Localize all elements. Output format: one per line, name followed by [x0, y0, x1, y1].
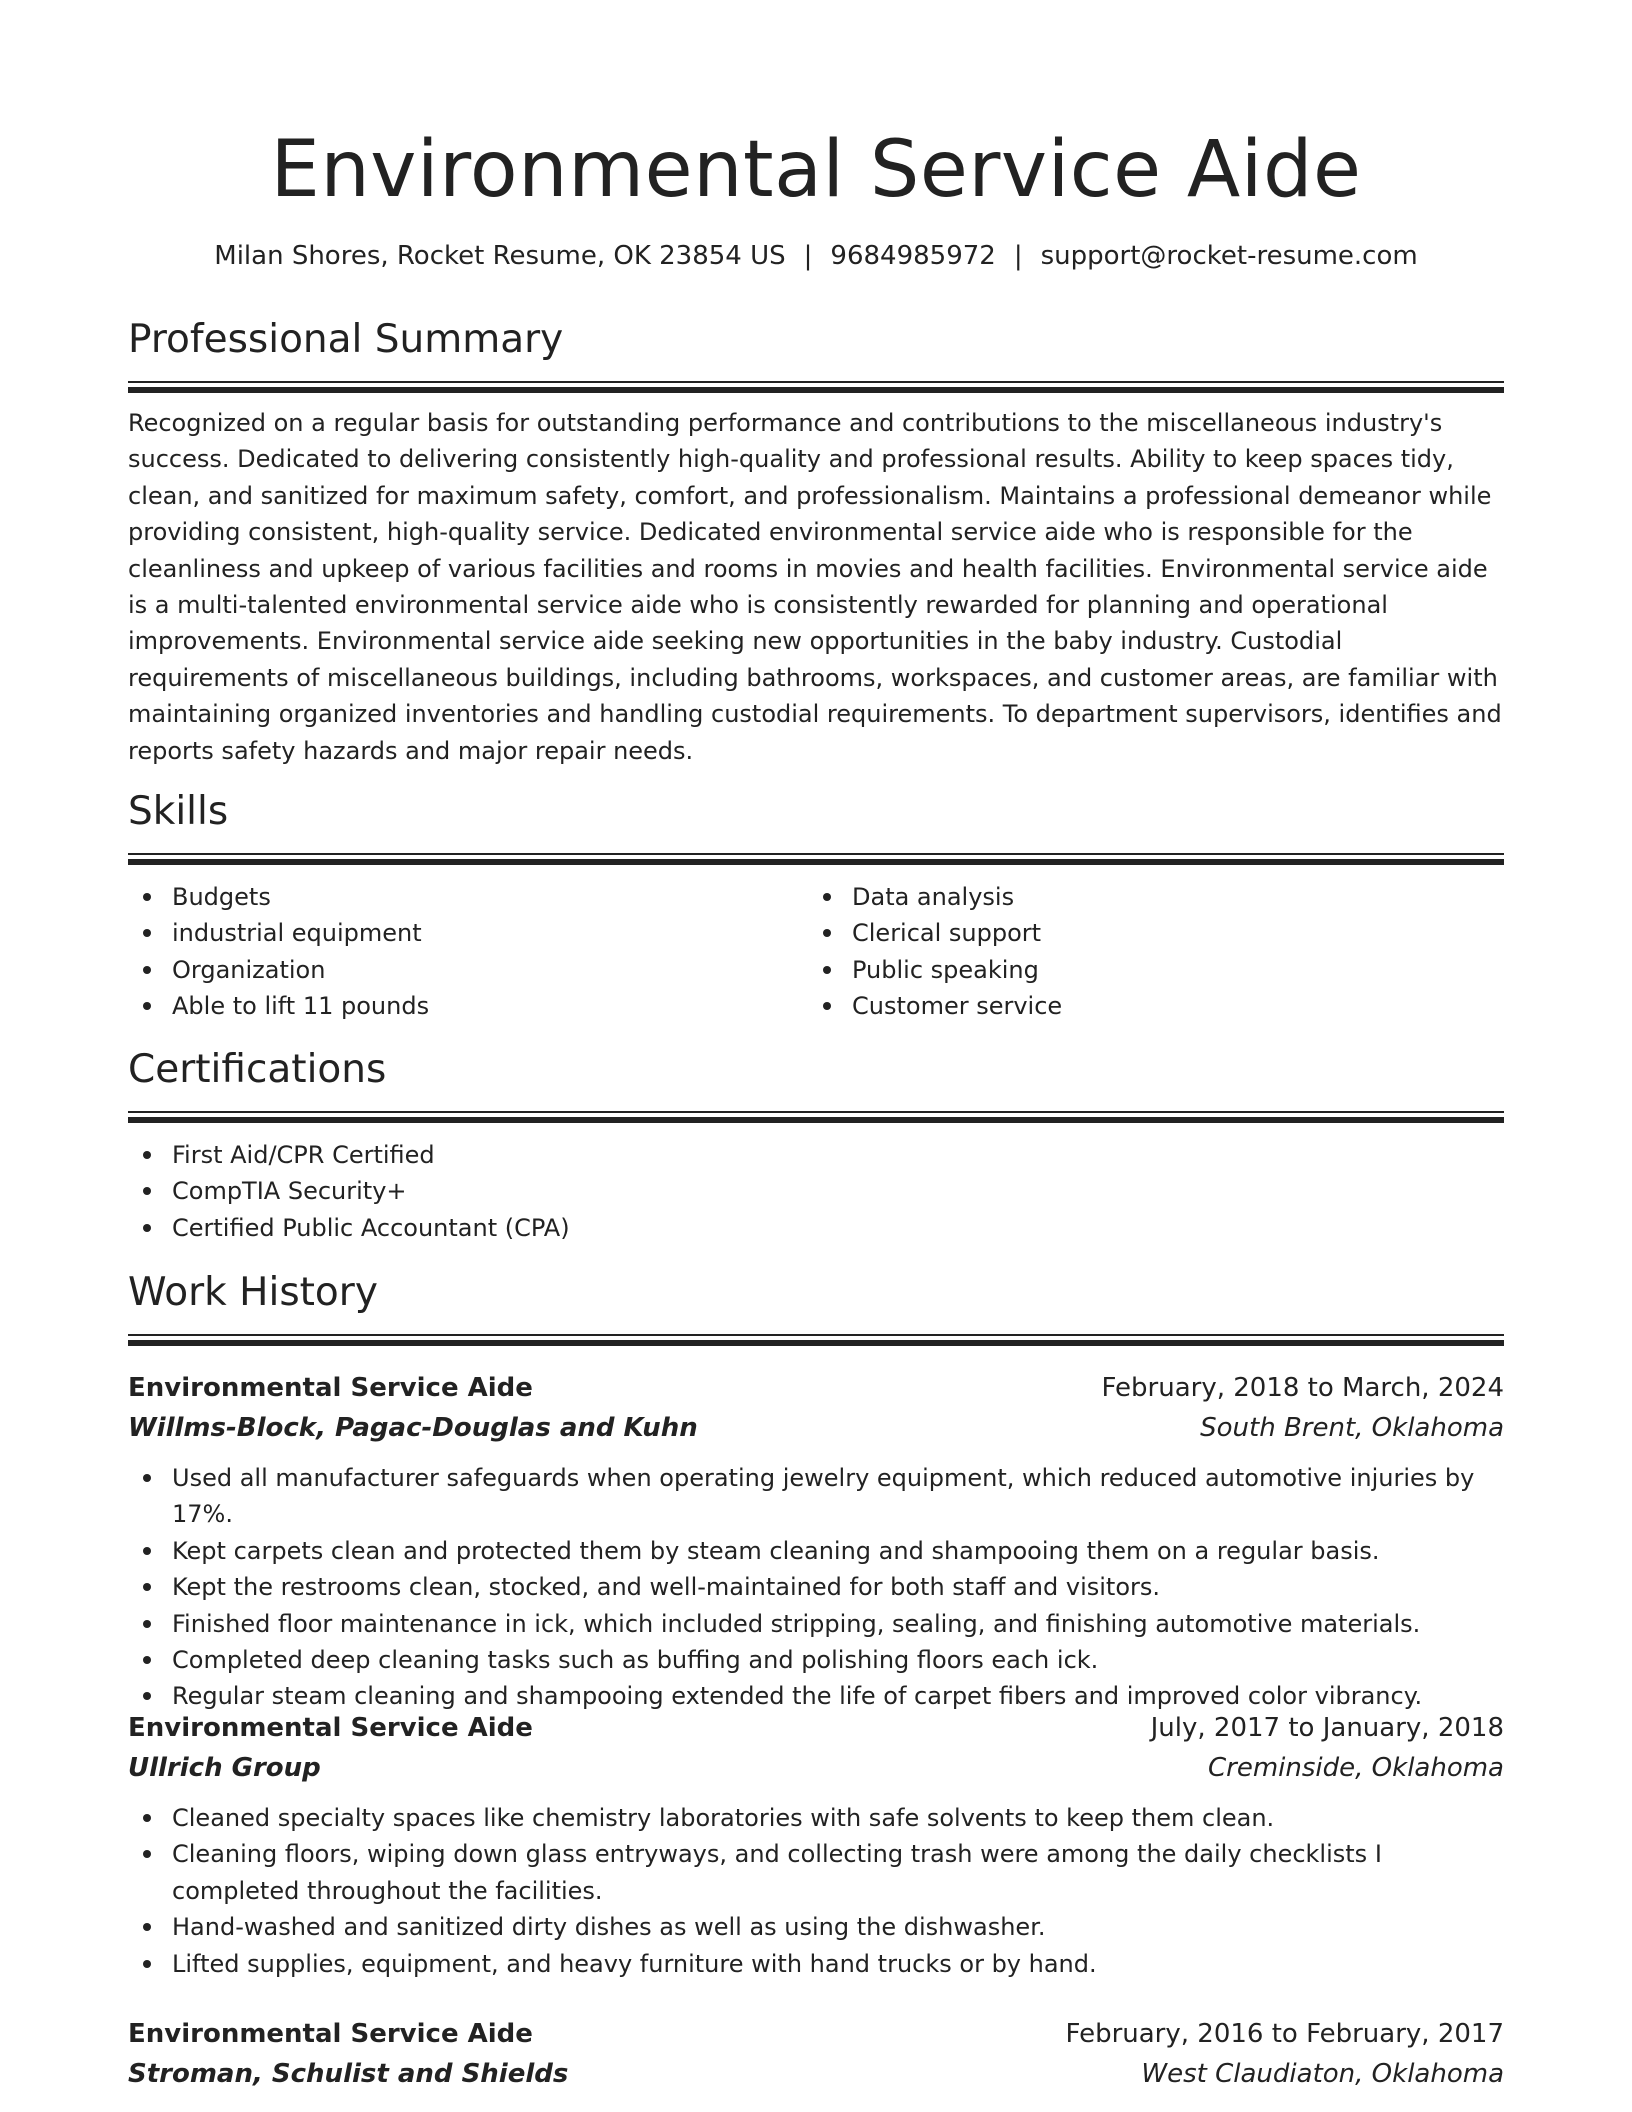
section-divider [128, 1111, 1504, 1123]
job-bullets [128, 1460, 1504, 1715]
contact-separator: | [1013, 241, 1023, 271]
skills-section [128, 785, 1504, 1025]
job-header-row [128, 2014, 1504, 2054]
skills-column-right [808, 879, 1488, 1025]
job-header-row [128, 1368, 1504, 1408]
job-bullets [128, 1800, 1504, 1982]
certification-item: First Aid/CPR Certified [128, 1137, 1504, 1173]
work-history-section [128, 1266, 1504, 1346]
job-bullet: Hand-washed and sanitized dirty dishes as well as using the dishwasher. [128, 1909, 1504, 1945]
contact-address: Milan Shores, Rocket Resume, OK 23854 US [214, 241, 786, 271]
job-dates: July, 2017 to January, 2018 [1150, 1713, 1504, 1743]
job-bullet: Lifted supplies, equipment, and heavy furniture with hand trucks or by hand. [128, 1946, 1504, 1982]
certifications-section [128, 1043, 1504, 1246]
resume-title: Environmental Service Aide [270, 125, 1362, 215]
section-divider [128, 381, 1504, 393]
job-bullet: Finished floor maintenance in ick, which included stripping, sealing, and finishing automotive materials. [128, 1606, 1504, 1642]
job-bullet: Completed deep cleaning tasks such as buffing and polishing floors each ick. [128, 1642, 1504, 1678]
certifications-list [128, 1137, 1504, 1246]
job-bullet: Kept the restrooms clean, stocked, and well-maintained for both staff and visitors. [128, 1569, 1504, 1605]
job-company-row [128, 1748, 1504, 1788]
job-bullet: Cleaning floors, wiping down glass entryways, and collecting trash were among the daily checklists I completed throughout the facilities. [128, 1836, 1504, 1909]
contact-phone: 9684985972 [830, 241, 996, 271]
job-company: Stroman, Schulist and Shields [128, 2059, 569, 2089]
job-company-row [128, 2054, 1504, 2094]
job-bullet: Cleaned specialty spaces like chemistry laboratories with safe solvents to keep them clean. [128, 1800, 1504, 1836]
job-location: South Brent, Oklahoma [1200, 1413, 1504, 1443]
skill-item: industrial equipment [128, 915, 808, 951]
skill-item: Customer service [808, 988, 1488, 1024]
section-heading-skills: Skills [128, 789, 229, 834]
contact-line [128, 236, 1504, 276]
certification-item: CompTIA Security+ [128, 1173, 1504, 1209]
job-location: West Claudiaton, Oklahoma [1141, 2059, 1504, 2089]
contact-separator: | [803, 241, 813, 271]
skill-item: Clerical support [808, 915, 1488, 951]
skill-item: Data analysis [808, 879, 1488, 915]
job-title: Environmental Service Aide [128, 2019, 533, 2049]
section-heading-certifications: Certifications [128, 1047, 387, 1092]
job-title: Environmental Service Aide [128, 1713, 533, 1743]
skill-item: Organization [128, 952, 808, 988]
job-company-row [128, 1408, 1504, 1448]
job-company: Ullrich Group [128, 1753, 321, 1783]
skill-item: Public speaking [808, 952, 1488, 988]
job-company: Willms-Block, Pagac-Douglas and Kuhn [128, 1413, 698, 1443]
skill-item: Able to lift 11 pounds [128, 988, 808, 1024]
section-divider [128, 1334, 1504, 1346]
job-entry [128, 1368, 1504, 1715]
skill-item: Budgets [128, 879, 808, 915]
summary-section [128, 313, 1504, 769]
certification-item: Certified Public Accountant (CPA) [128, 1210, 1504, 1246]
section-heading-summary: Professional Summary [128, 317, 564, 362]
job-title: Environmental Service Aide [128, 1373, 533, 1403]
job-bullet: Regular steam cleaning and shampooing extended the life of carpet fibers and improved color vibrancy. [128, 1678, 1504, 1714]
contact-email: support@rocket-resume.com [1040, 241, 1418, 271]
job-header-row [128, 1708, 1504, 1748]
skills-grid [128, 879, 1504, 1025]
job-entry [128, 2014, 1504, 2094]
job-dates: February, 2016 to February, 2017 [1065, 2019, 1504, 2049]
skills-column-left [128, 879, 808, 1025]
summary-text: Recognized on a regular basis for outstanding performance and contributions to the miscellaneous industry's success. Dedicated to delivering consistently high-quality and professional results. Ability to keep spaces tidy, clean, and sanitized for maximum safety, comfort, and professionalism. Maintains a professional demeanor while providing consistent, high-quality service. Dedicated environmental service aide who is responsible for the cleanliness and upkeep of various facilities and rooms in movies and health facilities. Environmental service aide is a multi-talented environmental service aide who is consistently rewarded for planning and operational improvements. Environmental service aide seeking new opportunities in the baby industry. Custodial requirements of miscellaneous buildings, including bathrooms, workspaces, and customer areas, are familiar with maintaining organized inventories and handling custodial requirements. To department supervisors, identifies and reports safety hazards and major repair needs. [128, 409, 1502, 765]
section-divider [128, 853, 1504, 865]
section-heading-work-history: Work History [128, 1270, 378, 1315]
job-dates: February, 2018 to March, 2024 [1101, 1373, 1504, 1403]
job-location: Creminside, Oklahoma [1208, 1753, 1504, 1783]
job-bullet: Used all manufacturer safeguards when operating jewelry equipment, which reduced automotive injuries by 17%. [128, 1460, 1504, 1533]
job-bullet: Kept carpets clean and protected them by steam cleaning and shampooing them on a regular basis. [128, 1533, 1504, 1569]
job-entry [128, 1708, 1504, 1982]
